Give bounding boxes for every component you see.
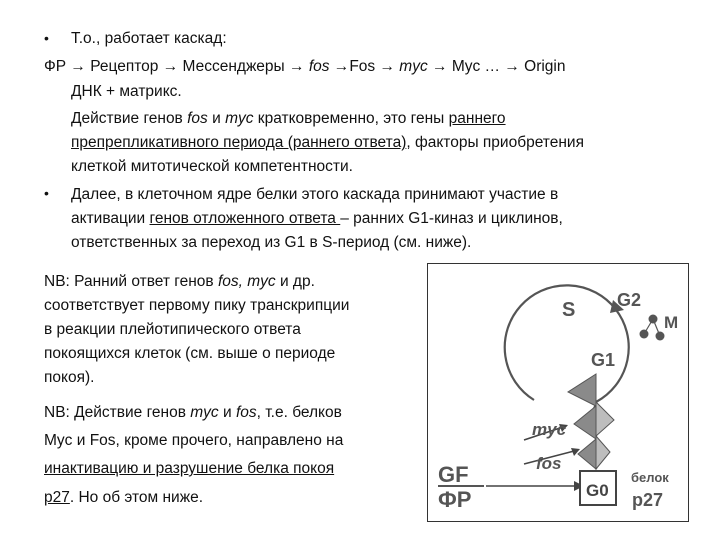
mitosis-connector <box>644 319 653 334</box>
nb1-line-2: соответствует первому пику транскрипции <box>44 297 350 314</box>
early-genes-line-2 <box>71 131 584 154</box>
fos-gene-term: fos <box>187 110 208 127</box>
underlined-term: генов отложенного ответа <box>149 210 341 227</box>
cascade-chain-cont: ДНК + матрикс. <box>71 83 182 100</box>
text-run: и <box>207 110 226 127</box>
cascade-chain <box>44 55 566 78</box>
chain-myc-gene: myc <box>399 58 428 75</box>
fos-wave <box>596 402 614 469</box>
nb2-line-1 <box>44 401 342 424</box>
nb1-line-3: в реакции плейотипического ответа <box>44 321 301 338</box>
gf-label: GF <box>438 462 469 487</box>
p27-label: p27 <box>632 490 664 510</box>
underlined-term: раннего <box>448 110 506 127</box>
text-run: и др. <box>275 273 315 290</box>
nucleus-line-3: ответственных за переход из G1 в S-период (см. ниже). <box>71 234 472 251</box>
text-run: , т.е. белков <box>256 404 342 421</box>
nucleus-line-2 <box>71 207 563 230</box>
g0-label: G0 <box>586 481 609 500</box>
fos-protein-term: Fos <box>89 432 116 449</box>
text-run: кратковременно, это гены <box>253 110 449 127</box>
text-run: . Но об этом ниже. <box>69 489 204 506</box>
cascade-heading: Т.о., работает каскад: <box>71 30 227 47</box>
bullet-1: • <box>44 30 49 46</box>
myc-gene-term: myc <box>190 404 219 421</box>
nb1-line-4: покоящихся клеток (см. выше о периоде <box>44 345 336 362</box>
cell-cycle-svg <box>428 264 687 520</box>
s-phase-label: S <box>562 299 576 321</box>
p27-term: р27 <box>44 489 70 506</box>
myc-protein-term: Myc <box>44 432 73 449</box>
myc-label: myc <box>532 420 567 439</box>
nb1-line-1 <box>44 270 315 293</box>
gene-terms: fos, myc <box>217 273 276 290</box>
text-run: и <box>72 432 90 449</box>
myc-gene-term: myc <box>225 110 254 127</box>
nb2-line-4 <box>44 486 203 509</box>
fos-label: fos <box>536 454 562 473</box>
chain-fos-gene: fos <box>308 58 330 75</box>
chain-part-b: → <box>375 58 400 75</box>
nucleus-line-1: Далее, в клеточном ядре белки этого каскада принимают участие в <box>71 186 559 203</box>
text-run: Действие генов <box>71 110 188 127</box>
text-run: – ранних G1-киназ и циклинов, <box>340 210 563 227</box>
myc-wave <box>568 374 596 469</box>
protein-label: белок <box>631 470 669 485</box>
early-genes-line-3: клеткой митотической компетентности. <box>71 158 353 175</box>
chain-fos-protein: Fos <box>349 58 376 75</box>
text-run: , факторы приобретения <box>406 134 584 151</box>
chain-part-a: ФР → Рецептор → Мессенджеры → <box>44 58 309 75</box>
text-run: активации <box>71 210 150 227</box>
text-run: : Действие генов <box>65 404 191 421</box>
g2-phase-label: G2 <box>617 290 642 310</box>
nb2-line-2 <box>44 429 343 452</box>
nb-label: NB <box>44 404 66 421</box>
text-run: , кроме прочего, направлено на <box>115 432 344 449</box>
g1-phase-label: G1 <box>591 350 616 370</box>
fr-label: ФР <box>438 487 472 512</box>
nb2-line-3: инактивацию и разрушение белка покоя <box>44 460 335 477</box>
nb-label: NB <box>44 273 66 290</box>
bullet-2: • <box>44 185 49 201</box>
text-run: : Ранний ответ генов <box>65 273 218 290</box>
text-run: и <box>218 404 236 421</box>
underlined-term: препрепликативного периода (раннего ответа) <box>71 134 407 151</box>
early-genes-line-1 <box>71 107 506 130</box>
fos-gene-term: fos <box>235 404 257 421</box>
chain-part-c: → Myc … → Origin <box>427 58 566 75</box>
nb1-line-5: покоя). <box>44 369 95 386</box>
cell-cycle-diagram <box>427 263 689 522</box>
chain-arrow: → <box>329 58 350 75</box>
m-phase-label: M <box>664 313 679 332</box>
